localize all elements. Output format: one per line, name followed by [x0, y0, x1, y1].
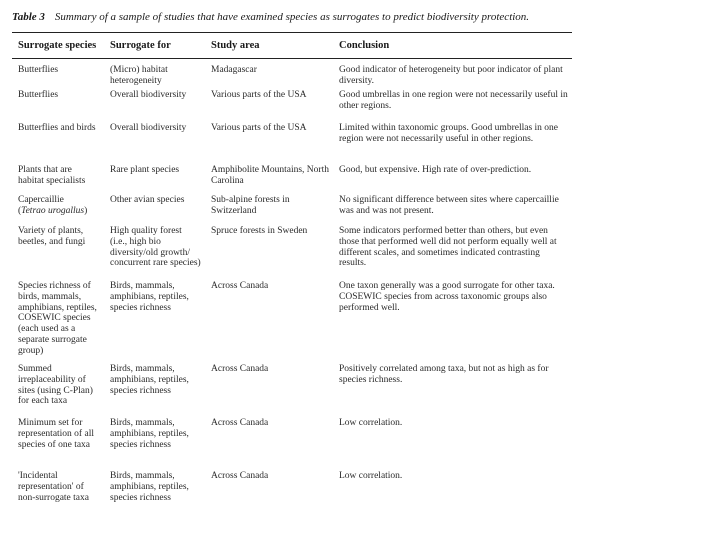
cell-surrogate-species: 'Incidental representation' of non-surrogate taxa: [18, 471, 89, 503]
cell-study-area: Various parts of the USA: [211, 90, 307, 100]
cell-surrogate-for: Birds, mammals, amphibians, reptiles, species richness: [110, 281, 189, 313]
cell-surrogate-species: Summed irreplaceability of sites (using C-Plan) for each taxa: [18, 364, 93, 407]
cell-surrogate-species: Butterflies: [18, 65, 59, 75]
table-row: [12, 281, 572, 364]
table-row: [12, 226, 572, 281]
cell-conclusion: Low correlation.: [339, 418, 403, 428]
species-latin-name: (Tetrao urogallus): [18, 205, 88, 216]
table-row: [12, 90, 572, 123]
cell-conclusion: Some indicators performed better than others, but even those that performed well did not perform equally well at different scales, and sometimes indicated contrasting results.: [339, 226, 557, 269]
cell-study-area: Across Canada: [211, 364, 269, 374]
species-common-name: Capercaillie: [18, 195, 64, 205]
table-label: Table 3: [12, 11, 45, 23]
cell-surrogate-for: High quality forest (i.e., high bio diversity/old growth/ concurrent rare species): [110, 226, 201, 269]
cell-surrogate-for: Overall biodiversity: [110, 90, 187, 100]
cell-study-area: Amphibolite Mountains, North Carolina: [211, 165, 329, 186]
table-row: [12, 123, 572, 165]
table-row: [12, 59, 572, 90]
cell-surrogate-for: (Micro) habitat heterogeneity: [110, 65, 168, 86]
table-row: [12, 364, 572, 418]
cell-surrogate-for: Other avian species: [110, 195, 185, 205]
cell-study-area: Across Canada: [211, 281, 269, 291]
cell-surrogate-species: Plants that are habitat specialists: [18, 165, 86, 186]
cell-conclusion: Good umbrellas in one region were not necessarily useful in other regions.: [339, 90, 568, 111]
cell-conclusion: Positively correlated among taxa, but not as high as for species richness.: [339, 364, 549, 385]
table-title: Summary of a sample of studies that have examined species as surrogates to predict biodiversity protection.: [54, 11, 530, 23]
cell-conclusion: Good, but expensive. High rate of over-prediction.: [339, 165, 532, 175]
header-conclusion: Conclusion: [339, 40, 390, 51]
table-row: [12, 418, 572, 471]
cell-study-area: Spruce forests in Sweden: [211, 226, 308, 236]
summary-table: [12, 33, 572, 515]
cell-conclusion: Limited within taxonomic groups. Good umbrellas in one region were not necessarily useful in other regions.: [339, 123, 558, 144]
cell-study-area: Across Canada: [211, 418, 269, 428]
table-container: [12, 10, 572, 515]
cell-study-area: Sub-alpine forests in Switzerland: [211, 195, 290, 216]
cell-conclusion: Good indicator of heterogeneity but poor indicator of plant diversity.: [339, 65, 563, 86]
header-row: [12, 33, 572, 58]
cell-surrogate-for: Birds, mammals, amphibians, reptiles, species richness: [110, 471, 189, 503]
cell-conclusion: One taxon generally was a good surrogate for other taxa. COSEWIC species from across taxonomic groups also performed well.: [339, 281, 555, 313]
cell-surrogate-species: Butterflies: [18, 90, 59, 100]
cell-surrogate-species: [12, 195, 104, 226]
cell-surrogate-for: Rare plant species: [110, 165, 180, 175]
cell-conclusion: No significant difference between sites where capercaillie was and was not present.: [339, 195, 559, 216]
cell-study-area: Madagascar: [211, 65, 257, 75]
table-row: [12, 195, 572, 226]
table-row: [12, 165, 572, 195]
cell-surrogate-species: Species richness of birds, mammals, amphibians, reptiles, COSEWIC species (each used as a separate surrogate group): [18, 281, 97, 356]
header-study-area: Study area: [211, 40, 260, 51]
header-surrogate-species: Surrogate species: [18, 40, 97, 51]
cell-conclusion: Low correlation.: [339, 471, 403, 481]
cell-surrogate-for: Birds, mammals, amphibians, reptiles, species richness: [110, 364, 189, 396]
cell-study-area: Across Canada: [211, 471, 269, 481]
cell-surrogate-for: Overall biodiversity: [110, 123, 187, 133]
cell-surrogate-species: Butterflies and birds: [18, 123, 96, 133]
table-caption: [12, 10, 572, 32]
table-row: [12, 471, 572, 515]
cell-surrogate-for: Birds, mammals, amphibians, reptiles, species richness: [110, 418, 189, 450]
header-surrogate-for: Surrogate for: [110, 40, 171, 51]
cell-surrogate-species: Minimum set for representation of all species of one taxa: [18, 418, 94, 450]
cell-surrogate-species: Variety of plants, beetles, and fungi: [18, 226, 86, 247]
cell-study-area: Various parts of the USA: [211, 123, 307, 133]
